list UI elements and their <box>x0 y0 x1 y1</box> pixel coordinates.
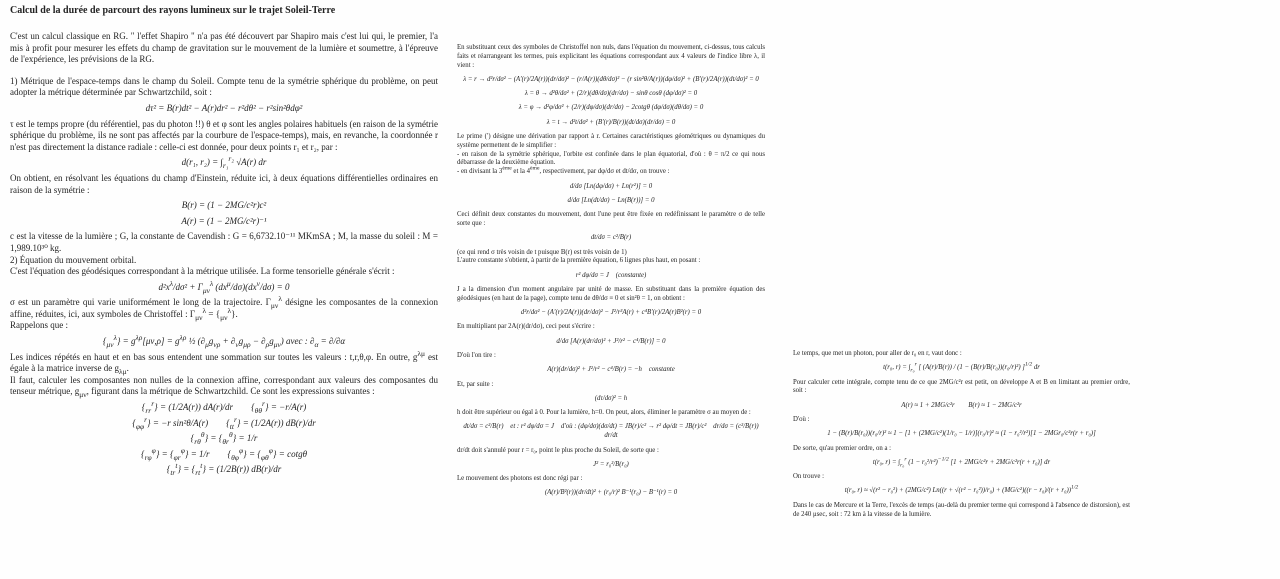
paragraph: dr/dt doit s'annulé pour r = r₀, point le plus proche du Soleil, de sorte que : <box>457 446 659 454</box>
paragraph: On obtient, en résolvant les équations du champ d'Einstein, réduite ici, à deux équations différentielles ordinaires en raison de la symétrie : <box>10 172 438 195</box>
formula: t(r₀, r) ≈ √(r² − r₀²) + (2MG/c²) $Ln((r + √(r^2 - r_0^2))/r_0) + (MG/c^2)((r - r_0)/(r + r_0))^{1/2}$ <box>844 485 1079 495</box>
paragraph: 1) Métrique de l'espace-temps dans le champ du Soleil. Compte tenu de la symétrie sphérique du problème, on peut adopter la métrique déterminée par Schwartzchild, soit : <box>10 75 438 98</box>
paragraph: - en divisant la 3ème et la 4ème, respectivement, par dφ/dσ et dt/dσ, on trouve : <box>457 166 670 176</box>
formula: d/dσ [Ln(dφ/dσ) + Ln(r²)] = 0 <box>569 182 653 190</box>
paragraph: En substituant ceux des symboles de Christoffel non nuls, dans l'équation du mouvement, ci-dessus, tous calculs faits et réarrangeant les termes, puis explicitant les équations correspondant aux 4 valeurs de l'indice libre λ, il vient : <box>457 44 765 69</box>
paragraph: c est la vitesse de la lumière ; G, la constante de Cavendish : G = 6,6732.10⁻¹¹ MKmSA ; M, la masse du soleil : M = 1,989.10³⁰ kg. <box>10 231 438 253</box>
paragraph: Le prime (′) désigne une dérivation par rapport à r. Certaines caractéristiques géométriques ou dynamiques du système permettent de le simplifier : <box>457 133 765 149</box>
formula: d/dσ [A(r)(dr/dσ)² + J²/r² − c⁴/B(r)] = 0 <box>556 337 666 345</box>
formula: $\{_{r\theta}^\theta\} = \{_{\theta r}^\theta\} = 1/r$ <box>190 430 258 447</box>
formula: J² = r₀²/B(r₀) <box>593 460 629 468</box>
formula: (dτ/dσ)² = h <box>594 394 628 402</box>
formula: (A(r)/B²(r))(dr/dt)² + (r₀/r)² B⁻¹(r₀) − B⁻¹(r) = 0 <box>544 489 678 497</box>
paragraph: C'est un calcul classique en RG. " l'effet Shapiro " n'a pas été découvert par Shapiro mais c'est lui qui, le premier, l'a mis à profit pour mesurer les effets du champ de gravitation sur le mouvement de la lumière et soumettre, à l'épreuve de l'expérience, les prévisions de la RG. <box>10 31 438 65</box>
formula: $\{_{tr}^t\} = \{_{rt}^t\} = (1/2B(r))$ dB(r)/dr <box>166 461 282 478</box>
formula: λ = t → d²t/dσ² + (B′(r)/B(r))(dt/dσ)(dr/dσ) = 0 <box>546 118 676 126</box>
formula: B(r) = (1 − 2MG/c²r)c² <box>181 200 267 211</box>
paragraph: Les indices répétés en haut et en bas sous entendent une sommation sur toutes les valeurs : t,r,θ,φ. En outre, $g^{\lambda\mu}$ est égale à la matrice inverse de $g_{\lambda\mu}$. <box>10 348 438 377</box>
formula: dτ² = B(r)dt² − A(r)dr² − r²dθ² − r²sin²θdφ² <box>145 102 303 113</box>
paragraph: Pour calculer cette intégrale, compte tenu de ce que 2MG/c²r est petit, on développe A et B en limitant au premier ordre, soit : <box>793 378 1130 395</box>
formula: A(r) = (1 − 2MG/c²r)⁻¹ <box>181 215 267 226</box>
formula: λ = r → d²r/dσ² − (A′(r)/2A(r))(dr/dσ)² − (r/A(r))(dθ/dσ)² − (r sin²θ/A(r))(dφ/dσ)² + (B′(r)/2A(r))(dt/dσ)² = 0 <box>463 75 759 83</box>
paragraph: En multipliant par 2A(r)(dr/dσ), ceci peut s'écrire : <box>457 323 595 331</box>
paragraph: (ce qui rend σ très voisin de t puisque B(r) est très voisin de 1) <box>457 248 627 256</box>
paragraph: On trouve : <box>793 473 824 481</box>
text-column-middle <box>457 44 765 504</box>
paragraph: Il faut, calculer les composantes non nulles de la connexion affine, correspondant aux valeurs des composantes du tenseur métrique, $g_{\mu\nu}$, figurant dans la métrique de Schwartzchild. Ce sont les expressions suivantes : <box>10 374 438 400</box>
paragraph: D'où l'on tire : <box>457 351 496 359</box>
paragraph: Et, par suite : <box>457 380 494 388</box>
formula: $\{_{\mu\nu}^\lambda\} = g^{\lambda\rho}[\mu\nu,\rho] = g^{\lambda\rho}$ ½ $(\partial_\mu g_{\nu\rho} + \partial_\nu g_{\mu\rho} - \partial_\rho g_{\mu\nu})$ avec : $\partial_\alpha = \partial/\partial\alpha$ <box>102 333 346 349</box>
paragraph: De sorte, qu'au premier ordre, on a : <box>793 444 892 452</box>
paragraph: C'est l'équation des géodésiques correspondant à la métrique utilisée. La forme tensorielle générale s'écrit : <box>10 266 395 277</box>
paragraph: D'où : <box>793 415 810 423</box>
paragraph: L'autre constante s'obtient, à partir de la première équation, 6 lignes plus haut, en posant : <box>457 257 701 265</box>
paragraph: Dans le cas de Mercure et la Terre, l'excès de temps (au-delà du premier terme qui correspond à l'absence de distorsion), est de 240 μsec, soit : 72 km à la vitesse de la lumière. <box>793 501 1130 518</box>
text-column-left <box>10 5 438 480</box>
formula: d(r₁, $r_2) = \int_{r_1}^{r_2}$ √A(r) dr <box>181 154 267 171</box>
formula: dt/dσ = c²/B(r) et : r² dφ/dσ = J d'où : (dφ/dσ)(dσ/dt) = JB(r)/c² → r² dφ/dt = JB(r)/c² dr/dσ = (c²/B(r)) dr/dt <box>463 423 759 440</box>
formula: $\{_{rr}^r\} = (1/2A(r))$ dA(r)/dr $\{_{\theta\theta}^r\} = -r/A(r)$ <box>141 399 307 415</box>
paragraph: h doit être supérieur ou égal à 0. Pour la lumière, h=0. On peut, alors, éliminer le paramètre σ au moyen de : <box>457 409 751 417</box>
formula: t(r₀, $r) = \int_{r_0}^r$ (1 − r₀²/$r^2)^{-1/2}$ [1 + 2MG/c²r + 2MG/c²r(r + r₀)] dr <box>872 456 1051 469</box>
formula: t(r₀, $r) = \int_{r_0}^r$ [ (A(r)/B(r)) / (1 − (B(r)/B(r₀))(r₀/r)²) ]$^{1/2}$ dr <box>883 362 1040 374</box>
formula: A(r)(dr/dσ)² + J²/r² − c⁴/B(r) = −h constante <box>547 366 675 374</box>
paragraph: Ceci définit deux constantes du mouvement, dont l'une peut être fixée en redéfinissant le paramètre σ de telle sorte que : <box>457 211 765 227</box>
formula: dt/dσ = c²/B(r) <box>590 234 632 242</box>
formula: $\{_{r\varphi}^\varphi\} = \{_{\varphi r}^\varphi\} = 1/r$ $\{_{\theta\varphi}^\varphi\} = \{_{\varphi\theta}^\varphi\} = \cot g\theta$ <box>140 445 307 462</box>
paragraph: τ est le temps propre (du référentiel, pas du photon !!) θ et φ sont les angles polaires habituels (en raison de la symétrie sphérique du problème, ils ne sont pas affectés par la courbure de l'espace-temps), mais, en revanche, la coordonnée r n'est pas directement la distance radiale : celle-ci est donnée, pour deux points r₁ et r₂, par : <box>10 118 438 152</box>
formula: d²r/dσ² − (A′(r)/2A(r))(dr/dσ)² − J²/r³A(r) + c⁴B′(r)/2A(r)B²(r) = 0 <box>520 309 702 317</box>
paragraph: σ est un paramètre qui varie uniformément le long de la trajectoire. $\Gamma_{\mu\nu}^\lambda$ désigne les composantes de la connexion affine, réduites, ici, aux symboles de Christoffel : $\Gamma_{\mu\nu}^\lambda = \{_{\mu\nu}^\lambda\}$. <box>10 294 438 322</box>
document-title: Calcul de la durée de parcourt des rayons lumineux sur le trajet Soleil-Terre <box>10 5 336 16</box>
paragraph: - en raison de la symétrie sphérique, l'orbite est confinée dans le plan équatorial, d'où : θ = π/2 ce qui nous débarrasse de la deuxième équation. <box>457 150 765 167</box>
paragraph: Le mouvement des photons est donc régi par : <box>457 475 583 483</box>
text-column-right <box>793 350 1130 519</box>
paragraph: J a la dimension d'un moment angulaire par unité de masse. En substituant dans la première équation des géodésiques (en haut de la page), compte tenu de dθ/dσ ≡ 0 et sin²θ = 1, on obtient : <box>457 285 765 302</box>
paragraph: Rappelons que : <box>10 320 68 331</box>
paragraph: 2) Équation du mouvement orbital. <box>10 254 137 265</box>
formula: A(r) ≈ 1 + 2MG/c²r B(r) ≈ 1 − 2MG/c²r <box>901 401 1022 409</box>
formula: $d^2x^\lambda$/dσ² + $\Gamma_{\mu\nu}^\lambda$ $(dx^\mu/d\sigma)(dx^\nu/d\sigma) = 0$ <box>158 278 290 295</box>
formula: λ = φ → d²φ/dσ² + (2/r)(dφ/dσ)(dr/dσ) − 2cotgθ (dφ/dσ)(dθ/dσ) = 0 <box>518 104 704 112</box>
formula: $\{_{\varphi\varphi}^r\} = -r$ sin²θ/A(r) $\{_{tt}^r\} = (1/2A(r))$ dB(r)/dr <box>132 414 316 431</box>
formula: 1 − (B(r)/B(r₀))(r₀/r)² ≈ 1 − [1 + (2MG/c²)(1/r₀ − 1/r)](r₀/r)² ≈ (1 − r₀²/r²)[1 − 2MGr₀/c²r(r + r₀)] <box>827 430 1096 438</box>
formula: λ = θ → d²θ/dσ² + (2/r)(dθ/dσ)(dr/dσ) − sinθ cosθ (dφ/dσ)² = 0 <box>524 90 698 98</box>
formula: r² dφ/dσ = J (constante) <box>575 271 647 279</box>
formula: d/dσ [Ln(dt/dσ) − Ln(B(r))] = 0 <box>567 196 655 204</box>
paragraph: Le temps, que met un photon, pour aller de r₀ en r, vaut donc : <box>793 350 962 357</box>
